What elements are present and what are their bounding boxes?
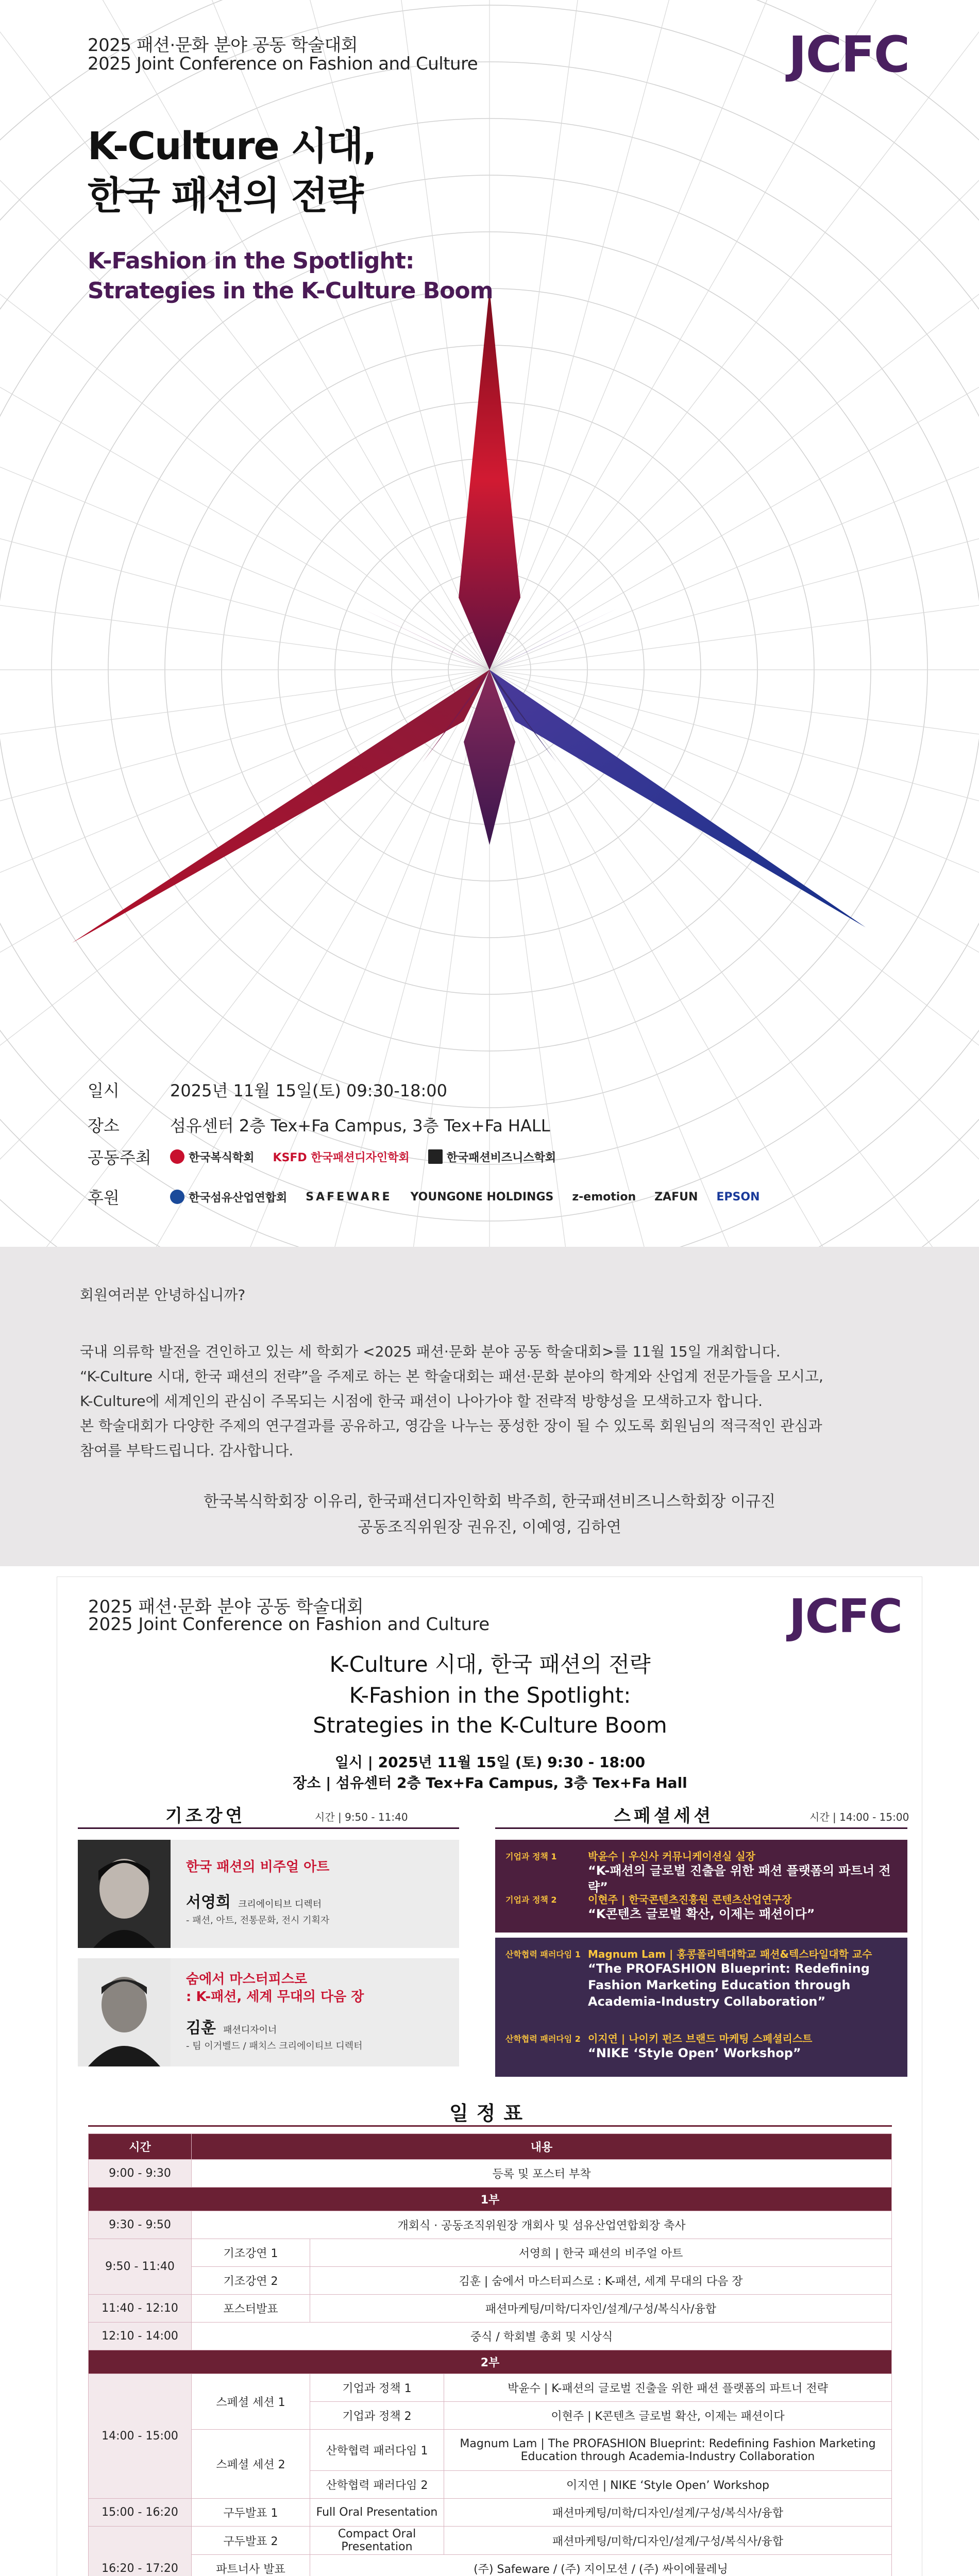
- row-content: 등록 및 포스터 부착: [192, 2160, 892, 2188]
- row-content: 중식 / 학회별 총회 및 시상식: [192, 2323, 892, 2350]
- table-row: [89, 2323, 892, 2350]
- greeting-paragraph-5: 참여를 부탁드립니다. 감사합니다.: [80, 1442, 294, 1459]
- sponsor-name: EPSON: [716, 1190, 760, 1204]
- program-conference-name-ko: 2025 패션·문화 분야 공동 학술대회: [88, 1597, 364, 1617]
- sponsor-logos: [170, 1189, 760, 1205]
- row-content: 이현주 | K콘텐츠 글로벌 확산, 이제는 패션이다: [444, 2402, 892, 2430]
- sponsors-label: 후원: [88, 1188, 120, 1208]
- greeting-section: [0, 1247, 979, 1566]
- host-logos: [170, 1149, 556, 1165]
- session-speaker: 이지연 | 나이키 펀즈 브랜드 마케팅 스페셜리스트: [588, 2032, 813, 2045]
- row-content: (주) Safeware / (주) 지이모션 / (주) 싸이에뮬레닝: [310, 2555, 892, 2576]
- row-time: 9:30 - 9:50: [89, 2211, 192, 2239]
- row-subtype: 포스터발표: [192, 2295, 310, 2323]
- row-subtype: 구두발표 2: [192, 2527, 310, 2555]
- host-logo-ksfd: [273, 1149, 410, 1165]
- conference-name-en: 2025 Joint Conference on Fashion and Culture: [88, 54, 478, 74]
- session-category: 기업과 정책 2: [505, 1895, 557, 1905]
- session-title: “The PROFASHION Blueprint: Redefining Fashion Marketing Education through Academia-Industry Collaboration”: [588, 1961, 870, 2009]
- venue-row: [88, 1113, 550, 1137]
- table-row: [89, 2295, 892, 2323]
- session-item: [505, 1848, 897, 1894]
- row-subtype: 파트너사 발표: [192, 2555, 310, 2576]
- row-content: 패션마케팅/미학/디자인/설계/구성/복식사/융합: [310, 2295, 892, 2323]
- table-row: [89, 2374, 892, 2402]
- row-subtype-2: 기업과 정책 1: [310, 2374, 444, 2402]
- conference-name-ko: 2025 패션·문화 분야 공동 학술대회: [88, 35, 358, 56]
- part-band: [89, 2188, 892, 2211]
- table-row: [89, 2499, 892, 2527]
- content-column-header: 내용: [192, 2134, 892, 2160]
- speaker-role: 패션디자이너: [223, 2025, 277, 2036]
- sponsor-logo-zafun: [654, 1191, 698, 1204]
- row-content: 패션마케팅/미학/디자인/설계/구성/복식사/융합: [444, 2499, 892, 2527]
- host-logo-ksc: [170, 1149, 255, 1165]
- row-content: 박윤수 | K-패션의 글로벌 진출을 위한 패션 플랫폼의 파트너 전략: [444, 2374, 892, 2402]
- row-time: 14:00 - 15:00: [89, 2374, 192, 2499]
- sponsor-logo-youngone: [410, 1191, 553, 1204]
- ksfb-mark-icon: [428, 1149, 443, 1164]
- row-time: 11:40 - 12:10: [89, 2295, 192, 2323]
- schedule-title: 일정표: [449, 2102, 531, 2125]
- table-row: [89, 2430, 892, 2471]
- program-conference-name-en: 2025 Joint Conference on Fashion and Culture: [88, 1614, 490, 1635]
- program-date: 일시 | 2025년 11월 15일 (토) 9:30 - 18:00: [334, 1754, 646, 1771]
- row-content: 김훈 | 숨에서 마스터피스로 : K-패션, 세계 무대의 다음 장: [310, 2267, 892, 2295]
- table-row: [89, 2211, 892, 2239]
- sponsor-logo-safeware: [306, 1191, 392, 1204]
- row-time: 16:20 - 17:20: [89, 2527, 192, 2576]
- program-title-2: K-Fashion in the Spotlight:: [349, 1683, 631, 1708]
- session-speaker: 이현주 | 한국콘텐츠진흥원 콘텐츠산업연구장: [588, 1893, 792, 1906]
- row-subtype: 기조강연 2: [192, 2267, 310, 2295]
- special-session-heading: 스페셜세션: [614, 1806, 714, 1826]
- host-logo-ksfb: [428, 1149, 556, 1165]
- date-value: 2025년 11월 15일(토) 09:30-18:00: [170, 1081, 447, 1100]
- part-band: [89, 2350, 892, 2374]
- title-ko-line-2: 한국 패션의 전략: [88, 174, 363, 218]
- time-column-header: 시간: [89, 2134, 192, 2160]
- schedule-table: [88, 2133, 892, 2576]
- speaker-photo: [78, 1840, 171, 1948]
- title-en-line-2: Strategies in the K-Culture Boom: [88, 278, 493, 304]
- kofoti-mark-icon: [170, 1190, 184, 1204]
- host-name: KSFD 한국패션디자인학회: [273, 1151, 410, 1164]
- host-name: 한국복식학회: [189, 1151, 255, 1164]
- title-ko-line-1: K-Culture 시대,: [88, 124, 376, 168]
- host-name: 한국패션비즈니스학회: [446, 1151, 556, 1164]
- keynote-speaker: [186, 1889, 322, 1912]
- session-category: 산학협력 패러다임 1: [505, 1950, 581, 1959]
- row-subtype-2: Compact Oral Presentation: [310, 2527, 444, 2555]
- row-content: Magnum Lam | The PROFASHION Blueprint: Redefining Fashion Marketing Education through Academia-Industry Collaboration: [444, 2430, 892, 2471]
- keynote-time: 시간 | 9:50 - 11:40: [315, 1811, 408, 1823]
- venue-label: 장소: [88, 1116, 120, 1136]
- table-row: [89, 2527, 892, 2555]
- table-row: [89, 2555, 892, 2576]
- sponsor-name: z-emotion: [572, 1190, 636, 1204]
- row-subtype-2: 산학협력 패러다임 2: [310, 2471, 444, 2499]
- part-label: 2부: [89, 2350, 892, 2374]
- jcfc-logo: JCFC: [788, 26, 909, 83]
- row-subtype-2: 산학협력 패러다임 1: [310, 2430, 444, 2471]
- table-row: [89, 2267, 892, 2295]
- keynote-card-2: [78, 1958, 459, 2066]
- keynote-topic-2: : K-패션, 세계 무대의 다음 장: [186, 1989, 364, 2005]
- schedule-rule: [88, 2125, 892, 2127]
- title-en-line-1: K-Fashion in the Spotlight:: [88, 248, 414, 274]
- greeting-paragraph-1: 국내 의류학 발전을 견인하고 있는 세 학회가 <2025 패션·문화 분야 공동 학술대회>를 11월 15일 개최합니다.: [80, 1343, 781, 1360]
- program-jcfc-logo: JCFC: [789, 1589, 902, 1643]
- speaker-name: 서영희: [186, 1893, 231, 1911]
- special-session-time: 시간 | 14:00 - 15:00: [809, 1811, 909, 1823]
- date-row: [88, 1078, 447, 1101]
- row-time: 12:10 - 14:00: [89, 2323, 192, 2350]
- hosts-row: [88, 1145, 556, 1168]
- special-rule: [495, 1827, 907, 1829]
- greeting-salutation: 회원여러분 안녕하십니까?: [80, 1286, 246, 1303]
- table-row: [89, 2160, 892, 2188]
- row-subtype: 스페셜 세션 1: [192, 2374, 310, 2430]
- hosts-label: 공동주최: [88, 1148, 151, 1167]
- part-label: 1부: [89, 2188, 892, 2211]
- keynote-topic: 한국 패션의 비주얼 아트: [186, 1859, 330, 1875]
- ksc-mark-icon: [170, 1149, 184, 1164]
- sponsors-row: [88, 1185, 760, 1209]
- row-subtype: 스페셜 세션 2: [192, 2430, 310, 2499]
- sponsor-logo-kofoti: [170, 1189, 287, 1205]
- session-item: [505, 1891, 897, 1927]
- program-title-1: K-Culture 시대, 한국 패션의 전략: [329, 1652, 651, 1677]
- row-subtype-2: Full Oral Presentation: [310, 2499, 444, 2527]
- session-category: 기업과 정책 1: [505, 1852, 557, 1861]
- row-subtype: 기조강연 1: [192, 2239, 310, 2267]
- row-time: 9:00 - 9:30: [89, 2160, 192, 2188]
- sponsor-name: YOUNGONE HOLDINGS: [410, 1190, 554, 1204]
- date-label: 일시: [88, 1081, 120, 1100]
- session-item: [505, 2030, 897, 2072]
- program-title-3: Strategies in the K-Culture Boom: [313, 1713, 667, 1738]
- row-content: 패션마케팅/미학/디자인/설계/구성/복식사/융합: [444, 2527, 892, 2555]
- speaker-role: 크리에이티브 디렉터: [238, 1899, 322, 1910]
- greeting-paragraph-3: K-Culture에 세계인의 관심이 주목되는 시점에 한국 패션이 나아가야 할 전략적 방향성을 모색하고자 합니다.: [80, 1393, 763, 1410]
- speaker-description: - 패션, 아트, 전통문화, 전시 기획자: [186, 1915, 330, 1926]
- sponsor-name: ZAFUN: [654, 1190, 698, 1204]
- sponsor-logo-zemotion: [572, 1191, 636, 1204]
- special-session-2-block: [495, 1938, 907, 2077]
- speaker-description: - 팀 이거벨드 / 패치스 크리에이티브 디렉터: [186, 2041, 363, 2052]
- session-speaker: 박윤수 | 우신사 커뮤니케이션실 실장: [588, 1850, 755, 1862]
- greeting-signature-1: 한국복식학회장 이유리, 한국패션디자인학회 박주희, 한국패션비즈니스학회장 이규진: [203, 1493, 776, 1511]
- session-speaker: Magnum Lam | 홍콩폴리텍대학교 패션&텍스타일대학 교수: [588, 1948, 872, 1960]
- program-section: [57, 1577, 922, 2576]
- row-time: 15:00 - 16:20: [89, 2499, 192, 2527]
- session-title: “K콘텐츠 글로벌 확산, 이제는 패션이다”: [588, 1907, 815, 1921]
- sponsor-name: SAFEWARE: [306, 1190, 392, 1204]
- row-content: 이지연 | NIKE ‘Style Open’ Workshop: [444, 2471, 892, 2499]
- table-row: [89, 2239, 892, 2267]
- sponsor-logo-epson: [716, 1191, 759, 1204]
- venue-value: 섬유센터 2층 Tex+Fa Campus, 3층 Tex+Fa HALL: [170, 1116, 550, 1136]
- poster: [0, 0, 979, 1247]
- row-subtype-2: 기업과 정책 2: [310, 2402, 444, 2430]
- program-venue: 장소 | 섬유센터 2층 Tex+Fa Campus, 3층 Tex+Fa Hall: [293, 1774, 687, 1791]
- keynote-speaker: [186, 2015, 277, 2038]
- greeting-signature-2: 공동조직위원장 권유진, 이예영, 김하연: [358, 1518, 621, 1536]
- session-category: 산학협력 패러다임 2: [505, 2034, 581, 2044]
- session-title: “NIKE ‘Style Open’ Workshop”: [588, 2046, 801, 2060]
- speaker-name: 김훈: [186, 2019, 216, 2037]
- row-content: 서영희 | 한국 패션의 비주얼 아트: [310, 2239, 892, 2267]
- keynote-rule: [78, 1827, 459, 1829]
- row-content: 개회식 · 공동조직위원장 개회사 및 섬유산업연합회장 축사: [192, 2211, 892, 2239]
- keynote-card-1: [78, 1840, 459, 1948]
- sponsor-name: 한국섬유산업연합회: [189, 1191, 288, 1205]
- keynote-topic: 숨에서 마스터피스로: [186, 1972, 308, 1987]
- greeting-paragraph-4: 본 학술대회가 다양한 주제의 연구결과를 공유하고, 영감을 나누는 풍성한 장이 될 수 있도록 회원님의 적극적인 관심과: [80, 1417, 822, 1434]
- schedule-header-row: [89, 2134, 892, 2160]
- greeting-paragraph-2: “K-Culture 시대, 한국 패션의 전략”을 주제로 하는 본 학술대회는 패션·문화 분야의 학계와 산업계 전문가들을 모시고,: [80, 1368, 823, 1385]
- row-subtype: 구두발표 1: [192, 2499, 310, 2527]
- keynote-heading: 기조강연: [165, 1806, 246, 1826]
- speaker-photo: [78, 1958, 171, 2066]
- session-item: [505, 1946, 897, 2023]
- session-title: “K-패션의 글로벌 진출을 위한 패션 플랫폼의 파트너 전략”: [588, 1863, 891, 1894]
- row-time: 9:50 - 11:40: [89, 2239, 192, 2295]
- special-session-1-block: [495, 1840, 907, 1933]
